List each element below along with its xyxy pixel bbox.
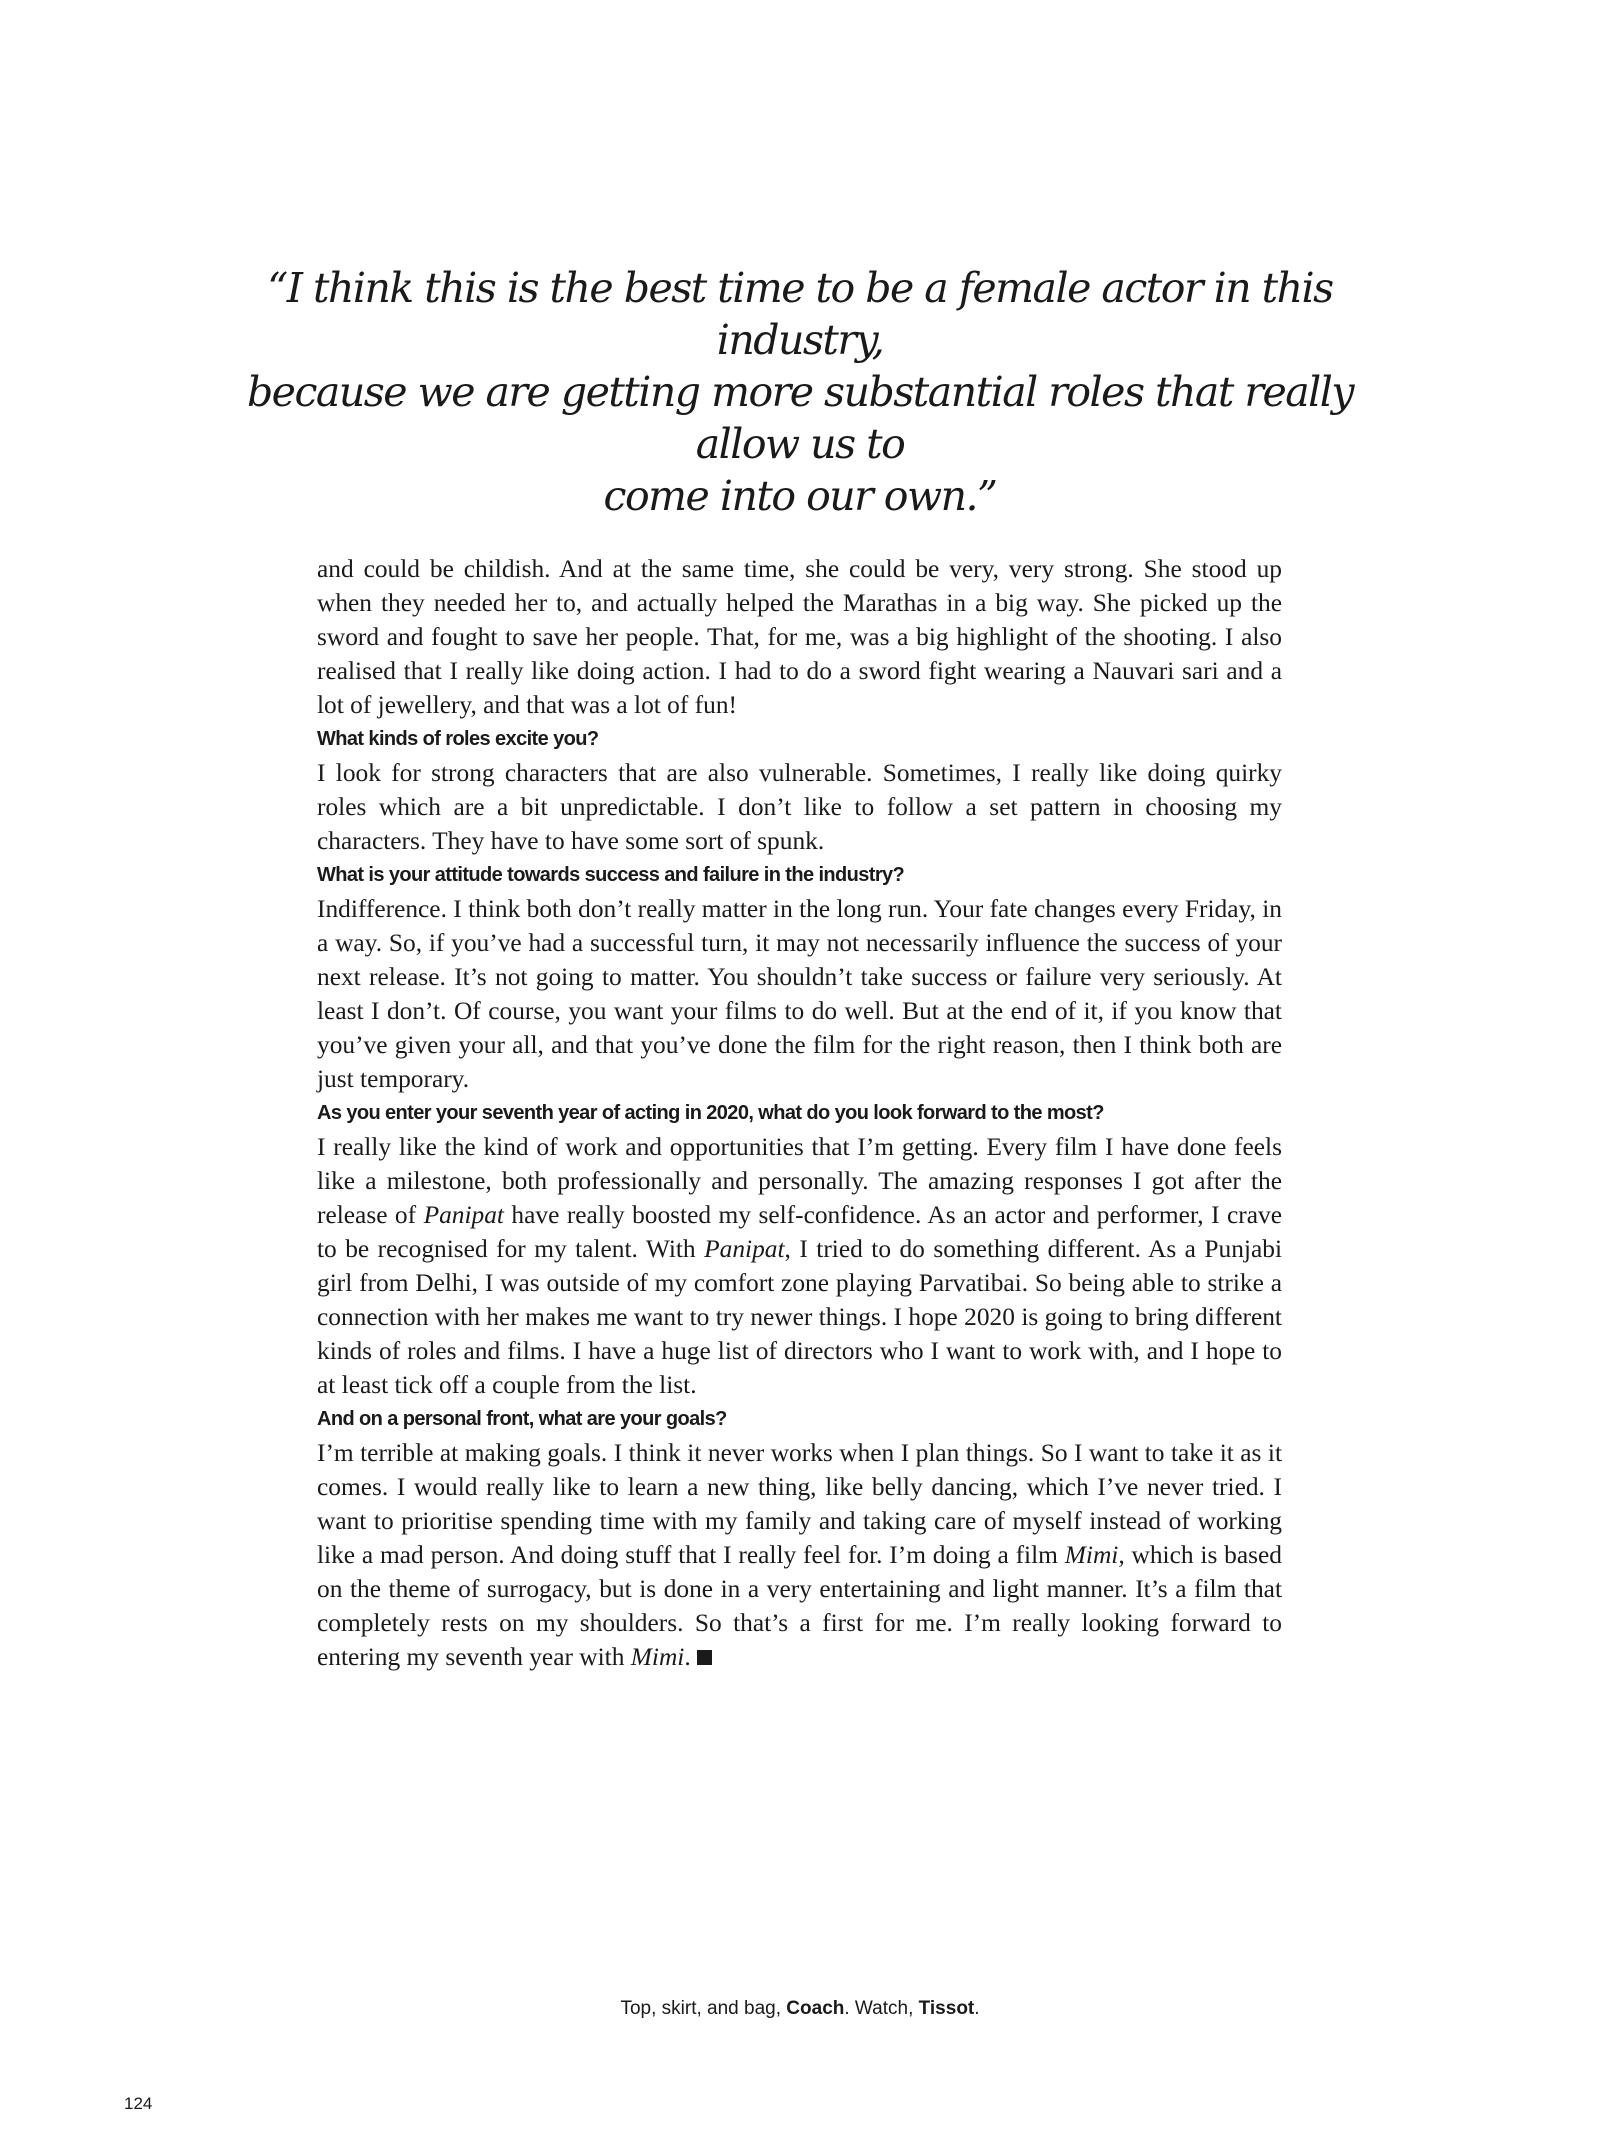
interview-answer — [317, 1436, 1282, 1674]
credit-text: . Watch, — [844, 1998, 919, 2019]
answer-text: have really boosted my self-confidence. As an actor and performer, I crave to be recognised for my talent. With — [317, 1201, 1282, 1263]
pull-quote-line: come into our own.” — [603, 472, 997, 520]
interview-question: And on a personal front, what are your goals? — [317, 1408, 727, 1430]
interview-answer: Indifference. I think both don’t really matter in the long run. Your fate changes every Friday, in a way. So, if you’ve had a successful turn, it may not necessarily influence the success of your next release. It’s not going to matter. You shouldn’t take success or failure very seriously. At least I don’t. Of course, you want your films to do well. But at the end of it, if you know that you’ve given your all, and that you’ve done the film for the right reason, then I think both are just temporary. — [317, 895, 1282, 1093]
interview-question: As you enter your seventh year of acting in 2020, what do you look forward to the most? — [317, 1102, 1104, 1124]
interview-answer: I look for strong characters that are also vulnerable. Sometimes, I really like doing quirky roles which are a bit unpredictable. I don’t like to follow a set pattern in choosing my characters. They have to have some sort of spunk. — [317, 759, 1282, 855]
answer-text: , I tried to do something different. As a Punjabi girl from Delhi, I was outside of my comfort zone playing Parvatibai. So being able to strike a connection with her makes me want to try newer things. I hope 2020 is going to bring different kinds of roles and films. I have a huge list of directors who I want to work with, and I hope to at least tick off a couple from the list. — [317, 1235, 1283, 1399]
page-number: 124 — [124, 2094, 153, 2113]
film-title: Mimi, — [1064, 1541, 1125, 1569]
film-title: Mimi — [630, 1643, 685, 1671]
answer-text: . — [684, 1643, 691, 1671]
interview-question: What kinds of roles excite you? — [317, 728, 599, 750]
film-title: Panipat — [423, 1201, 504, 1229]
pull-quote-line: “I think this is the best time to be a female actor in this industry, — [267, 264, 1333, 364]
interview-question: What is your attitude towards success and failure in the industry? — [317, 864, 905, 886]
intro-paragraph: and could be childish. And at the same time, she could be very, very strong. She stood up when they needed her to, and actually helped the Marathas in a big way. She picked up the sword and fought to save her people. That, for me, was a big highlight of the shooting. I also realised that I really like doing action. I had to do a sword fight wearing a Nauvari sari and a lot of jewellery, and that was a lot of fun! — [317, 555, 1282, 719]
answer-text: I really like the kind of work and opportunities that I’m getting. Every film I have done feels like a milestone, both professionally and personally. The amazing responses I got after the release of — [317, 1133, 1282, 1229]
film-title: Panipat — [704, 1235, 785, 1263]
credit-text: . — [974, 1998, 980, 2019]
pull-quote — [200, 262, 1400, 522]
credit-text: Top, skirt, and bag, — [620, 1998, 787, 2019]
fashion-credit — [0, 1998, 1600, 2020]
pull-quote-line: because we are getting more substantial roles that really allow us to — [246, 368, 1354, 468]
interview-answer — [317, 1130, 1282, 1402]
credit-brand: Coach — [786, 1998, 845, 2019]
credit-brand: Tissot — [918, 1998, 975, 2019]
answer-text: which is based on the theme of surrogacy, but is done in a very entertaining and light manner. It’s a film that completely rests on my shoulders. So that’s a first for me. I’m really looking forward to entering my seventh year with — [317, 1541, 1282, 1671]
answer-text: I’m terrible at making goals. I think it never works when I plan things. So I want to take it as it comes. I would really like to learn a new thing, like belly dancing, which I’ve never tried. I want to prioritise spending time with my family and taking care of myself instead of working like a mad person. And doing stuff that I really feel for. I’m doing a film — [317, 1439, 1282, 1569]
end-mark-icon — [697, 1650, 712, 1665]
article-body — [317, 552, 1282, 1674]
